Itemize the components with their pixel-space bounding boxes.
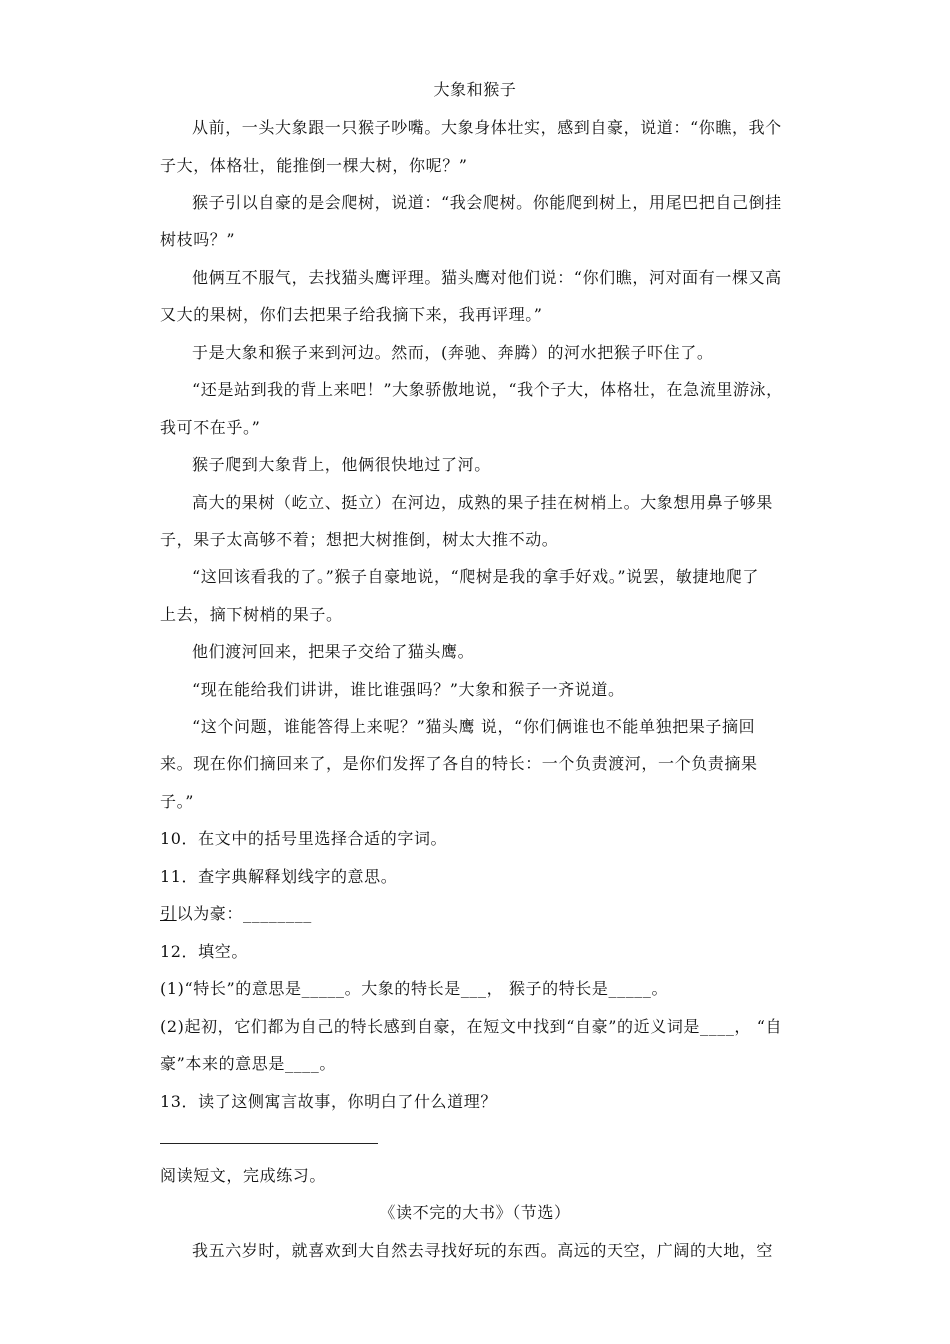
question-12-2-cont: 豪”本来的意思是____。 — [160, 1054, 336, 1073]
question-12-2: (2)起初，它们都为自己的特长感到自豪，在短文中找到“自豪”的近义词是____， “自 — [160, 1017, 783, 1036]
story-line: 上去，摘下树梢的果子。 — [160, 605, 343, 624]
instruction: 阅读短文，完成练习。 — [160, 1166, 327, 1185]
question-12: 12．填空。 — [160, 942, 248, 961]
question-12-1: (1)“特长”的意思是_____。大象的特长是___， 猴子的特长是_____。 — [160, 979, 669, 998]
story-line: 我可不在乎。” — [160, 418, 261, 437]
question-11-blank: 以为豪：________ — [176, 904, 312, 923]
passage-title: 《读不完的大书》（节选） — [379, 1203, 571, 1222]
underlined-char: 引 — [160, 904, 177, 923]
story-line: 他俩互不服气，去找猫头鹰评理。猫头鹰对他们说：“你们瞧，河对面有一棵又高 — [192, 268, 782, 287]
story-line: 猴子引以自豪的是会爬树，说道：“我会爬树。你能爬到树上，用尾巴把自己倒挂 — [192, 193, 782, 212]
story-line: 高大的果树（屹立、挺立）在河边，成熟的果子挂在树梢上。大象想用鼻子够果 — [192, 493, 774, 512]
question-11-item — [160, 904, 790, 924]
question-10: 10．在文中的括号里选择合适的字词。 — [160, 829, 448, 848]
story-line: 于是大象和猴子来到河边。然而，(奔驰、奔腾）的河水把猴子吓住了。 — [192, 343, 714, 362]
question-11: 11．查字典解释划线字的意思。 — [160, 867, 398, 886]
story-line: 又大的果树，你们去把果子给我摘下来，我再评理。” — [160, 305, 543, 324]
story-line: 来。现在你们摘回来了，是你们发挥了各自的特长：一个负责渡河，一个负责摘果 — [160, 754, 758, 773]
story-line: “现在能给我们讲讲，谁比谁强吗？”大象和猴子一齐说道。 — [192, 680, 625, 699]
story-title: 大象和猴子 — [433, 80, 517, 99]
question-13: 13．读了这侧寓言故事，你明白了什么道理？ — [160, 1092, 497, 1111]
story-line: 子。” — [160, 792, 194, 811]
story-line: “这个问题，谁能答得上来呢？”猫头鹰 说，“你们俩谁也不能单独把果子摘回 — [192, 717, 756, 736]
story-line: 子，果子太高够不着；想把大树推倒，树太大推不动。 — [160, 530, 559, 549]
story-line: “这回该看我的了。”猴子自豪地说，“爬树是我的拿手好戏。”说罢，敏捷地爬了 — [192, 567, 759, 586]
story-line: “还是站到我的背上来吧！”大象骄傲地说，“我个子大，体格壮，在急流里游泳， — [192, 380, 783, 399]
story-line: 从前，一头大象跟一只猴子吵嘴。大象身体壮实，感到自豪，说道：“你瞧，我个 — [192, 118, 782, 137]
passage-line: 我五六岁时，就喜欢到大自然去寻找好玩的东西。高远的天空，广阔的大地，空 — [192, 1241, 774, 1260]
story-line: 他们渡河回来，把果子交给了猫头鹰。 — [192, 642, 475, 661]
story-line: 猴子爬到大象背上，他俩很快地过了河。 — [192, 455, 491, 474]
story-line: 子大，体格壮，能推倒一棵大树，你呢？” — [160, 156, 468, 175]
story-line: 树枝吗？” — [160, 230, 236, 249]
answer-line — [160, 1143, 378, 1144]
